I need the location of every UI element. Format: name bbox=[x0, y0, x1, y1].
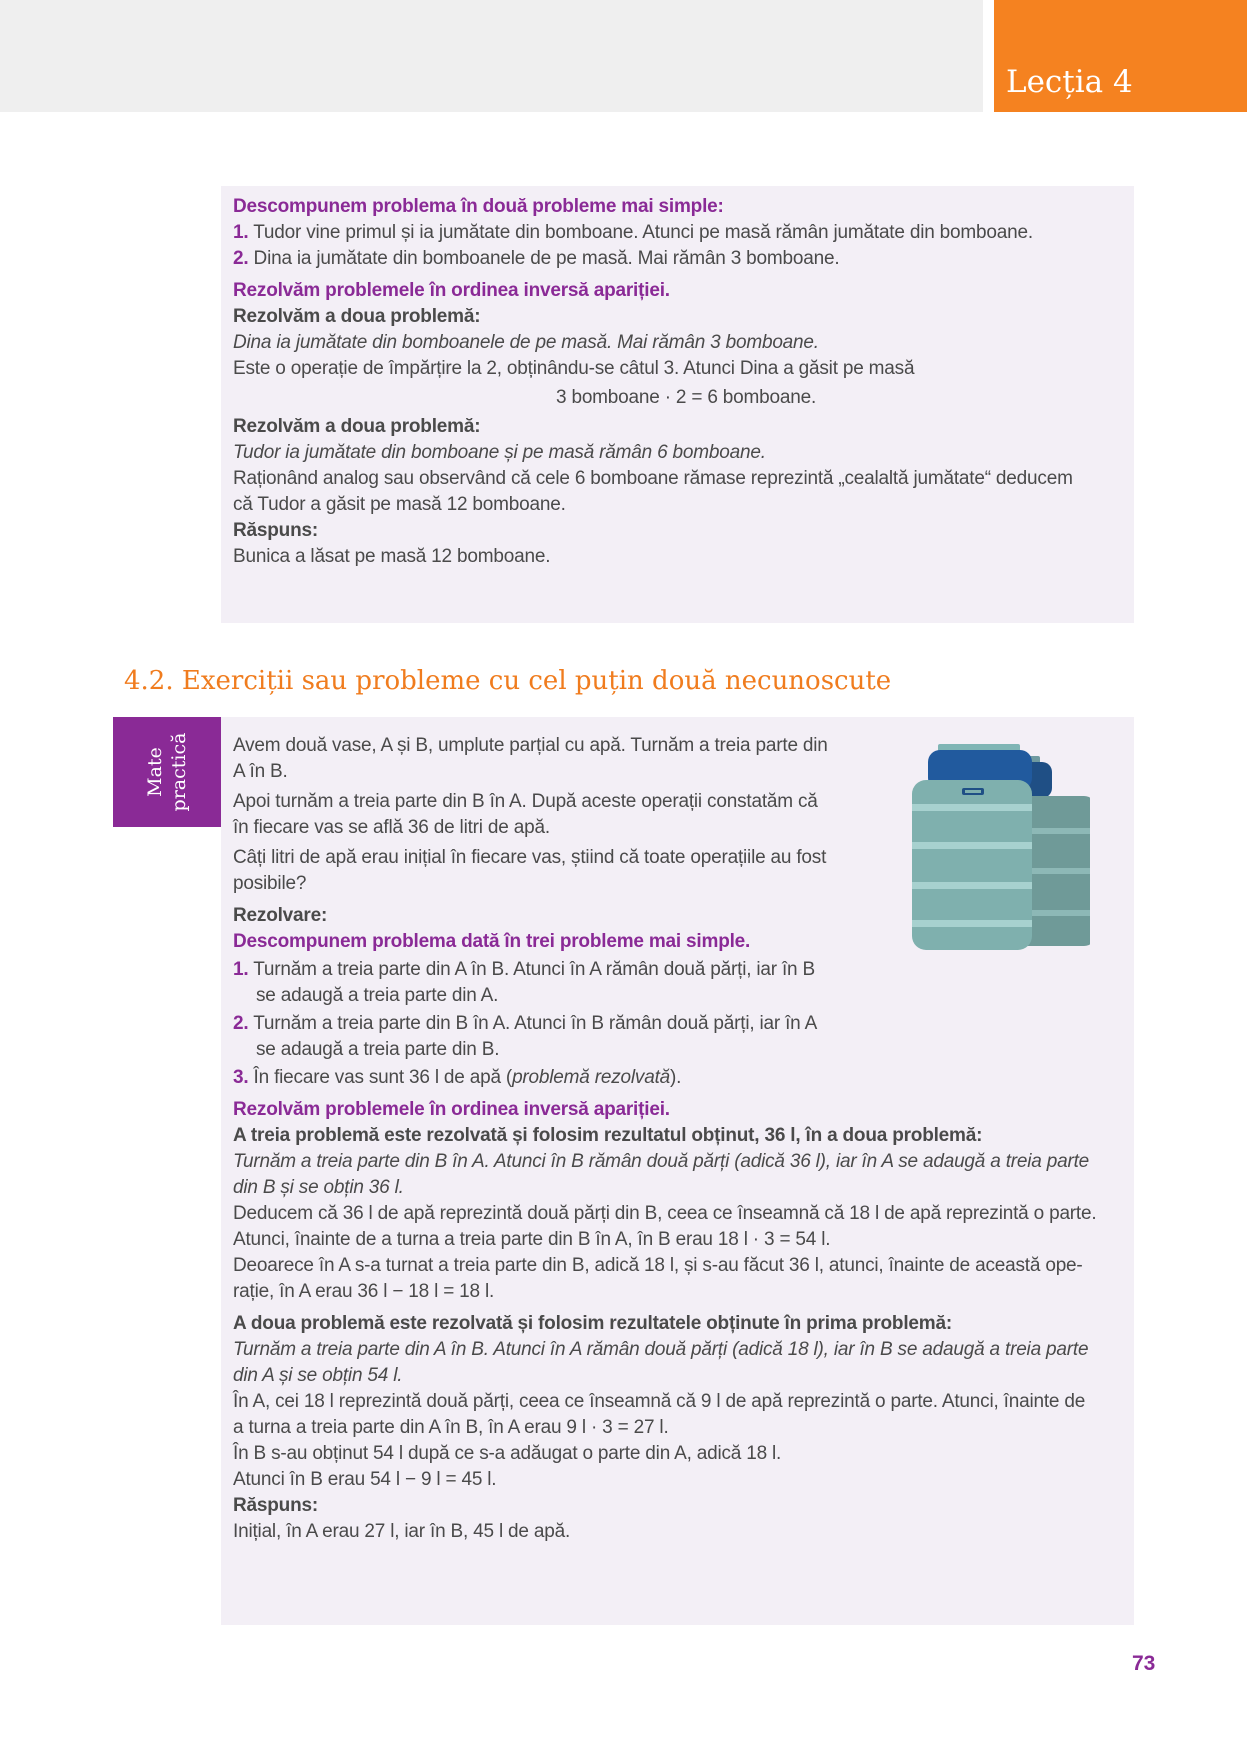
third-problem-text: Deducem că 36 l de apă reprezintă două părți din B, ceea ce înseamnă că 18 l de apă reprezintă o parte. bbox=[233, 1203, 1097, 1224]
list-item: 2. Turnăm a treia parte din B în A. Atunci în B rămân două părți, iar în A bbox=[233, 1013, 818, 1034]
decompose-heading: Descompunem problema dată în trei probleme mai simple. bbox=[233, 931, 751, 952]
second-problem-statement: Turnăm a treia parte din A în B. Atunci în A rămân două părți (adică 18 l), iar în B se adaugă a treia parte bbox=[233, 1339, 1089, 1360]
list-item: 2. Dina ia jumătate din bomboanele de pe masă. Mai rămân 3 bomboane. bbox=[233, 248, 840, 269]
answer-label: Răspuns: bbox=[233, 520, 318, 541]
second-problem-title: A doua problemă este rezolvată și folosim rezultatele obținute în prima problemă: bbox=[233, 1313, 952, 1334]
first-problem-title: Rezolvăm a doua problemă: bbox=[233, 416, 481, 437]
second-problem-text: În B s-au obținut 54 l după ce s-a adăugat o parte din A, adică 18 l. bbox=[233, 1443, 782, 1464]
intro-text: Apoi turnăm a treia parte din B în A. După aceste operații constatăm că bbox=[233, 791, 818, 812]
first-problem-statement: Tudor ia jumătate din bomboane și pe masă rămân 6 bomboane. bbox=[233, 442, 766, 463]
section-title-text: Exerciții sau probleme cu cel puțin două necunoscute bbox=[181, 666, 892, 696]
third-problem-text: Deoarece în A s-a turnat a treia parte din B, adică 18 l, și s-au făcut 36 l, atunci, înainte de această ope- bbox=[233, 1255, 1083, 1276]
list-item: 1. Tudor vine primul și ia jumătate din bomboane. Atunci pe masă rămân jumătate din bomboane. bbox=[233, 222, 1033, 243]
header-bar bbox=[0, 0, 983, 112]
second-problem-text: În A, cei 18 l reprezintă două părți, ceea ce înseamnă că 9 l de apă reprezintă o parte. Atunci, înainte de bbox=[233, 1391, 1086, 1412]
list-item: 3. În fiecare vas sunt 36 l de apă (problemă rezolvată). bbox=[233, 1067, 682, 1088]
second-problem-text: Este o operație de împărțire la 2, obținându-se câtul 3. Atunci Dina a găsit pe masă bbox=[233, 358, 915, 379]
mate-practica-tab bbox=[113, 717, 221, 827]
second-problem-calc: 3 bomboane · 2 = 6 bomboane. bbox=[556, 387, 817, 408]
second-problem-title: Rezolvăm a doua problemă: bbox=[233, 306, 481, 327]
answer-text: Bunica a lăsat pe masă 12 bomboane. bbox=[233, 546, 551, 567]
answer-text: Inițial, în A erau 27 l, iar în B, 45 l de apă. bbox=[233, 1521, 571, 1542]
lesson-tab bbox=[994, 0, 1247, 112]
second-problem-statement: din A și se obțin 54 l. bbox=[233, 1365, 403, 1386]
second-problem-statement: Dina ia jumătate din bomboanele de pe masă. Mai rămân 3 bomboane. bbox=[233, 332, 819, 353]
lesson-label: Lecția 4 bbox=[1006, 64, 1133, 100]
page-number: 73 bbox=[1132, 1652, 1156, 1675]
side-tab-label: Mate practică bbox=[144, 732, 190, 812]
front-tank bbox=[912, 744, 1032, 950]
second-problem-text: Atunci în B erau 54 l − 9 l = 45 l. bbox=[233, 1469, 497, 1490]
first-problem-text: că Tudor a găsit pe masă 12 bomboane. bbox=[233, 494, 566, 515]
intro-text: posibile? bbox=[233, 873, 307, 894]
list-item-continued: se adaugă a treia parte din A. bbox=[256, 985, 499, 1006]
second-problem-text: a turna a treia parte din A în B, în A erau 9 l · 3 = 27 l. bbox=[233, 1417, 669, 1438]
intro-text: Câți litri de apă erau inițial în fiecare vas, știind că toate operațiile au fost bbox=[233, 847, 827, 868]
rezolvare-label: Rezolvare: bbox=[233, 905, 328, 926]
third-problem-text: Atunci, înainte de a turna a treia parte din B în A, în B erau 18 l · 3 = 54 l. bbox=[233, 1229, 831, 1250]
first-problem-text: Raționând analog sau observând că cele 6 bomboane rămase reprezintă „cealaltă jumătate“ deducem bbox=[233, 468, 1073, 489]
solve-order-heading: Rezolvăm problemele în ordinea inversă apariției. bbox=[233, 1099, 670, 1120]
water-tanks-illustration bbox=[910, 740, 1090, 955]
third-problem-text: rație, în A erau 36 l − 18 l = 18 l. bbox=[233, 1281, 495, 1302]
solve-order-heading: Rezolvăm problemele în ordinea inversă apariției. bbox=[233, 280, 670, 301]
list-item: 1. Turnăm a treia parte din A în B. Atunci în A rămân două părți, iar în B bbox=[233, 959, 815, 980]
box1-heading: Descompunem problema în două probleme mai simple: bbox=[233, 196, 724, 217]
intro-text: Avem două vase, A și B, umplute parțial cu apă. Turnăm a treia parte din bbox=[233, 735, 828, 756]
intro-text: în fiecare vas se află 36 de litri de apă. bbox=[233, 817, 550, 838]
section-number: 4.2. bbox=[124, 666, 174, 696]
list-item-continued: se adaugă a treia parte din B. bbox=[256, 1039, 500, 1060]
third-problem-title: A treia problemă este rezolvată și folosim rezultatul obținut, 36 l, în a doua problemă: bbox=[233, 1125, 983, 1146]
intro-text: A în B. bbox=[233, 761, 288, 782]
solution-box-candies bbox=[221, 186, 1134, 623]
answer-label: Răspuns: bbox=[233, 1495, 318, 1516]
third-problem-statement: Turnăm a treia parte din B în A. Atunci în B rămân două părți (adică 36 l), iar în A se adaugă a treia parte bbox=[233, 1151, 1090, 1172]
section-title bbox=[124, 666, 891, 696]
third-problem-statement: din B și se obțin 36 l. bbox=[233, 1177, 404, 1198]
